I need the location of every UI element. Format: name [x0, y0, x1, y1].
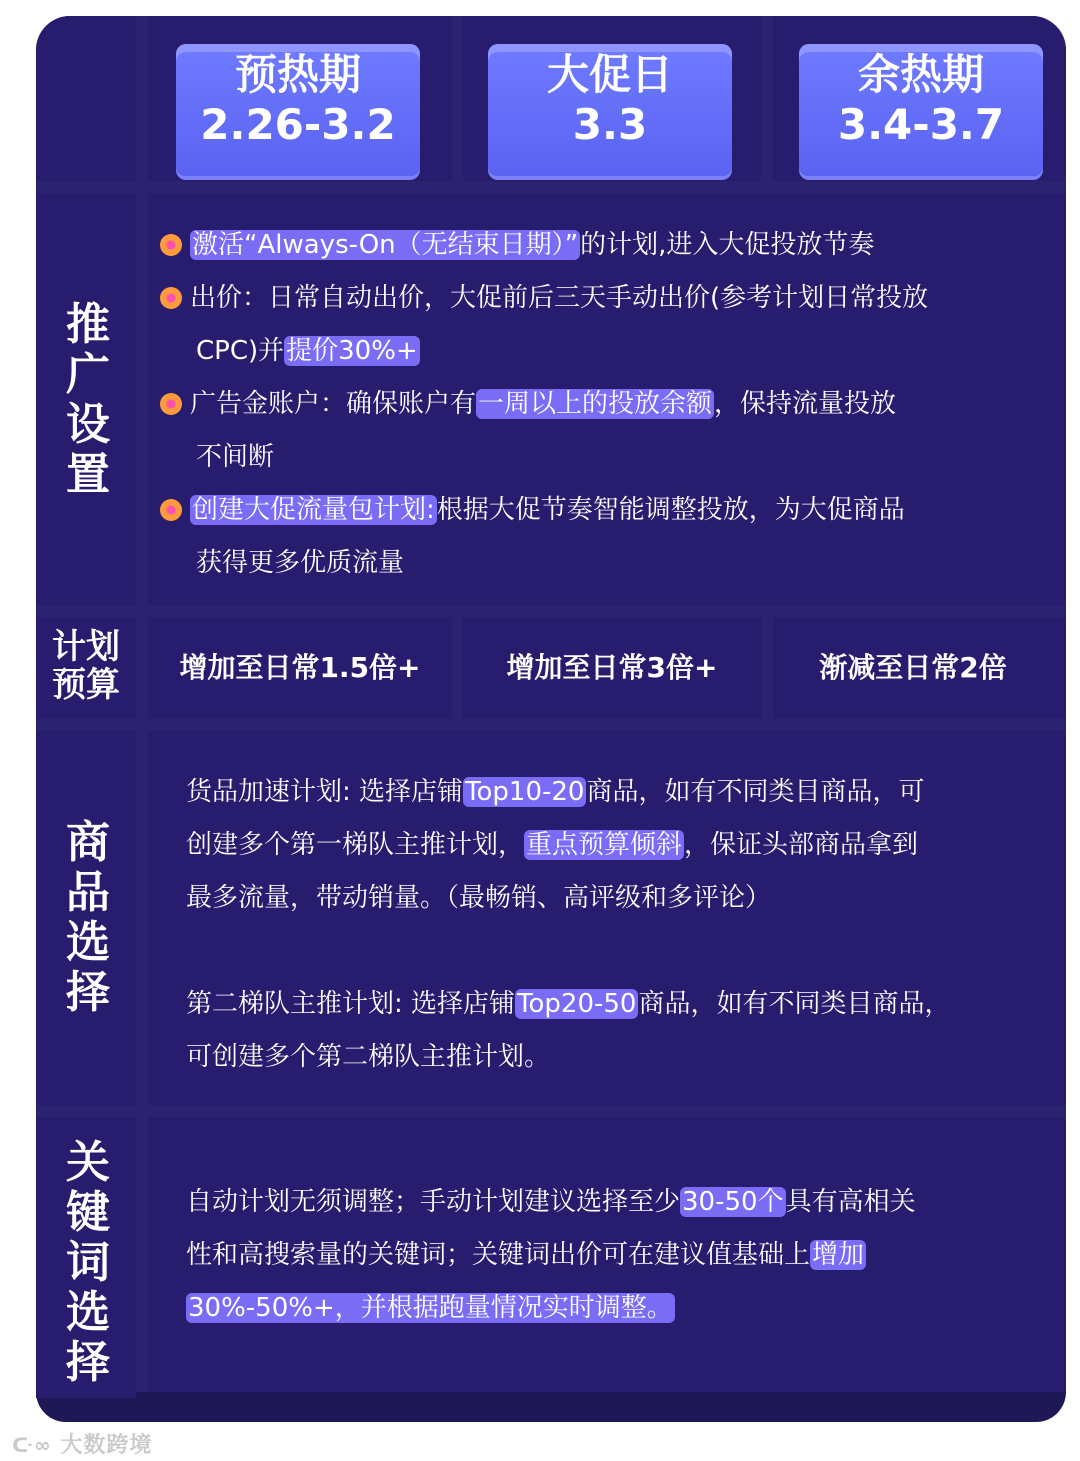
product-p2-line1	[186, 978, 1061, 1031]
phase-promo-day-button	[488, 44, 732, 176]
bid-increase-highlight-cont: 30%-50%+，并根据跑量情况实时调整。	[188, 1293, 673, 1323]
product-p2-line2: 可创建多个第二梯队主推计划。	[186, 1042, 551, 1072]
top10-highlight: Top10-20	[465, 777, 585, 807]
text-segment: 自动计划无须调整；手动计划建议选择至少	[186, 1187, 681, 1217]
promo-item-2-cont	[196, 325, 1046, 378]
phase-preheat-button	[176, 44, 420, 176]
phase-date: 3.3	[572, 100, 648, 149]
text-segment: 创建多个第一梯队主推计划，	[186, 830, 525, 860]
promo-item-4-highlight: 创建大促流量包计划:	[192, 495, 435, 525]
keyword-label: 关键词选择	[66, 1137, 110, 1388]
product-p1-line2	[186, 819, 1056, 872]
budget-tilt-highlight: 重点预算倾斜	[526, 830, 683, 860]
budget-label-line1: 计划	[52, 627, 120, 667]
budget-label-line2: 预算	[52, 665, 120, 705]
header-corner-cell	[36, 16, 136, 181]
promo-item-3-highlight: 一周以上的投放余额	[478, 389, 713, 419]
budget-value-afterheat: 渐减至日常2倍	[819, 651, 1007, 684]
bid-increase-highlight: 增加	[812, 1240, 865, 1270]
text-segment: 商品，如有不同类目商品，	[638, 989, 951, 1019]
text-segment: ，保证头部商品拿到	[684, 830, 919, 860]
promo-item-3-pre: 广告金账户：确保账户有	[190, 389, 477, 419]
product-label: 商品选择	[66, 817, 110, 1018]
flower-bullet-icon	[160, 393, 182, 415]
watermark-logo-icon: ᑢ∞	[12, 1433, 52, 1457]
promo-item-3-post: ，保持流量投放	[714, 389, 897, 419]
keyword-count-highlight: 30-50个	[682, 1187, 784, 1217]
board-bottom-bar	[36, 1392, 1066, 1422]
phase-title: 预热期	[234, 50, 361, 99]
text-segment: 货品加速计划: 选择店铺	[186, 777, 464, 807]
promo-item-4-cont	[196, 537, 1046, 590]
watermark-text: 大数跨境	[60, 1433, 153, 1458]
phase-afterheat-button	[799, 44, 1043, 176]
promo-item-2-line2: CPC)并	[196, 336, 285, 366]
keyword-line3	[186, 1282, 1056, 1335]
text-segment: 商品，如有不同类目商品，可	[586, 777, 925, 807]
phase-date: 3.4-3.7	[837, 100, 1005, 149]
promo-label: 推广设置	[66, 299, 110, 500]
budget-value-promo-day: 增加至日常3倍+	[506, 651, 718, 684]
text-segment: 第二梯队主推计划: 选择店铺	[186, 989, 516, 1019]
flower-bullet-icon	[160, 234, 182, 256]
top20-highlight: Top20-50	[517, 989, 637, 1019]
promo-item-2-highlight: 提价30%+	[286, 336, 418, 366]
promo-item-3-line2: 不间断	[196, 442, 275, 472]
budget-value-preheat: 增加至日常1.5倍+	[179, 651, 421, 684]
text-segment: 具有高相关	[785, 1187, 916, 1217]
phase-date: 2.26-3.2	[200, 100, 396, 149]
watermark	[12, 1428, 152, 1459]
keyword-line1	[186, 1176, 1056, 1229]
promo-item-2	[160, 272, 1050, 325]
flower-bullet-icon	[160, 287, 182, 309]
flower-bullet-icon	[160, 499, 182, 521]
promo-item-3	[160, 378, 1050, 431]
promo-item-4-line2: 获得更多优质流量	[196, 548, 405, 578]
promo-item-4	[160, 484, 1050, 537]
promo-item-4-text: 根据大促节奏智能调整投放，为大促商品	[436, 495, 905, 525]
promo-item-2-line1: 出价：日常自动出价，大促前后三天手动出价(参考计划日常投放	[190, 283, 929, 313]
keyword-line2	[186, 1229, 1056, 1282]
budget-label	[46, 628, 126, 704]
promo-item-1-text: 的计划,进入大促投放节奏	[580, 230, 875, 260]
phase-title: 大促日	[546, 50, 673, 99]
promo-item-1-highlight: 激活“Always-On（无结束日期）”	[192, 230, 579, 260]
phase-title: 余热期	[857, 50, 984, 99]
promo-item-3-cont	[196, 431, 1046, 484]
product-p1-line3: 最多流量，带动销量。（最畅销、高评级和多评论）	[186, 883, 772, 913]
text-segment: 性和高搜索量的关键词；关键词出价可在建议值基础上	[186, 1240, 811, 1270]
product-p1-line1	[186, 766, 1056, 819]
promo-item-1	[160, 219, 1040, 272]
